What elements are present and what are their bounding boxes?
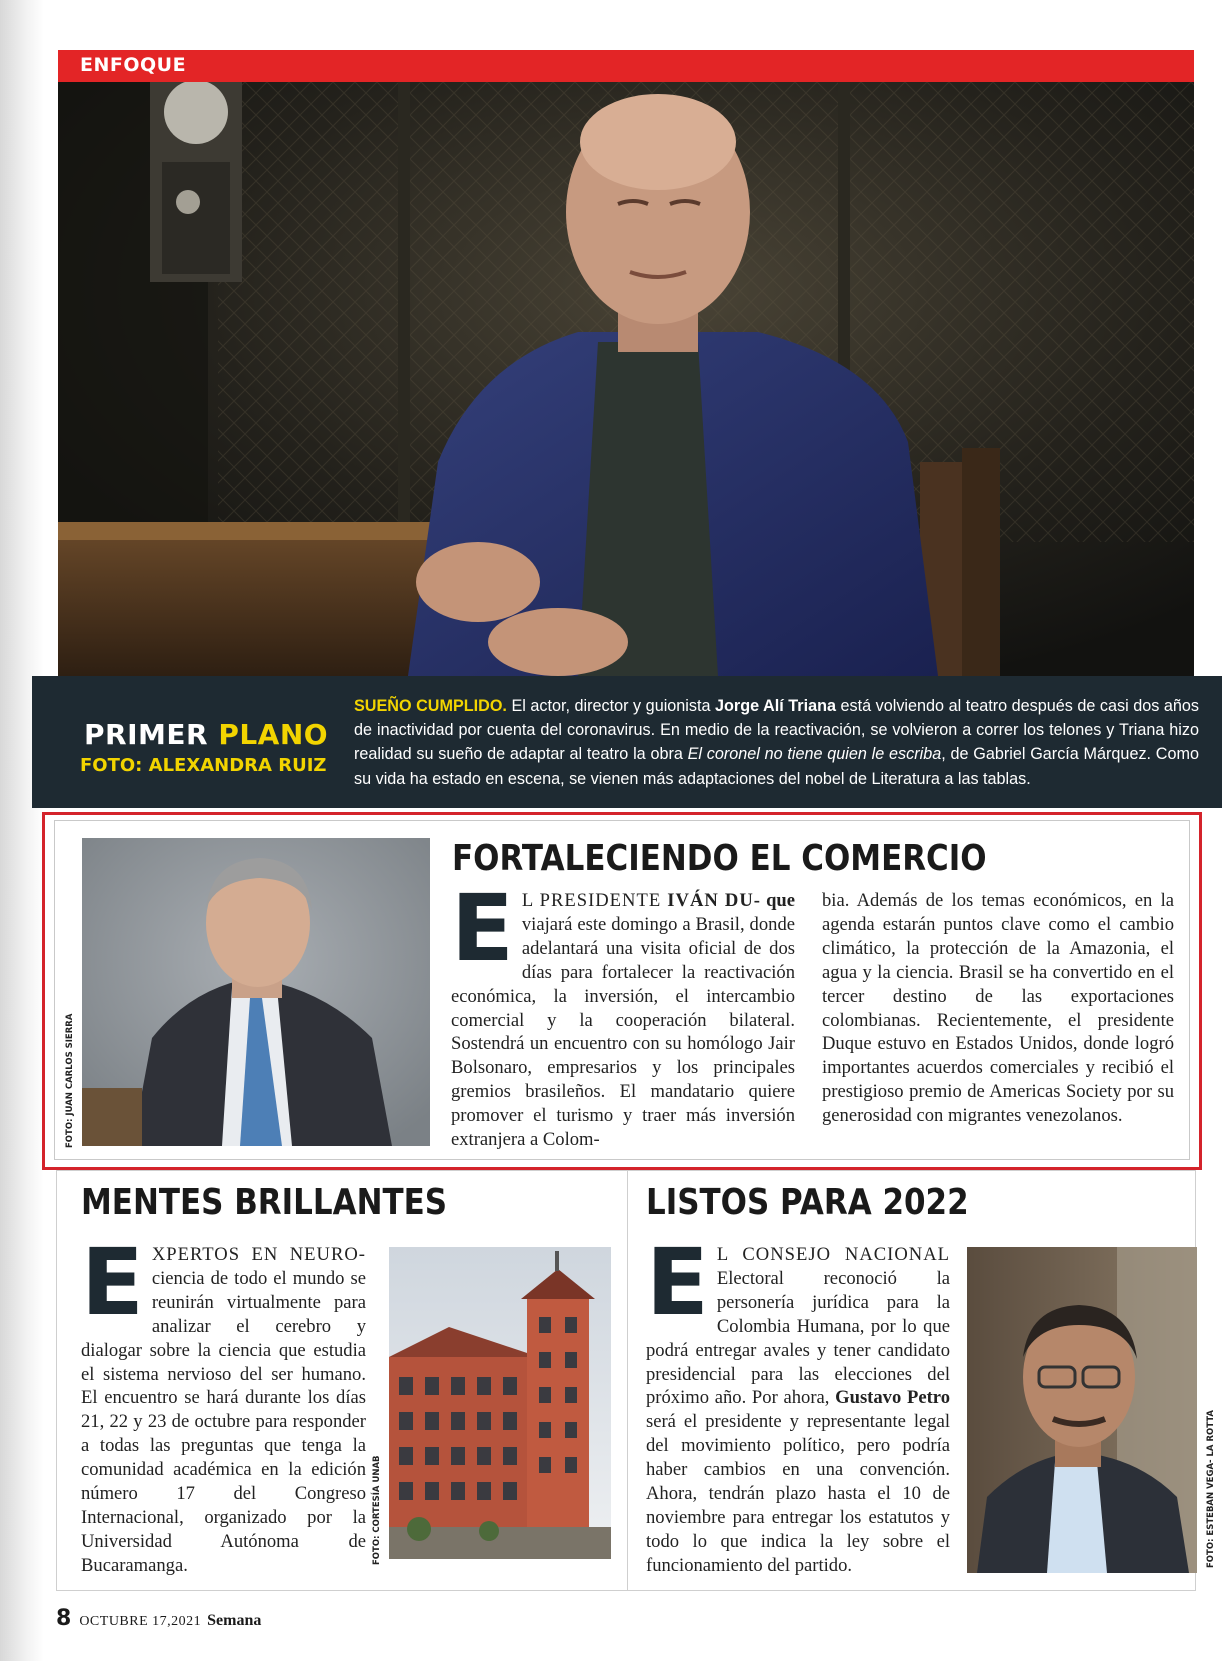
- duque-photo-credit: FOTO: JUAN CARLOS SIERRA: [65, 1013, 75, 1148]
- comercio-column-2: bia. Además de los temas económicos, en la agenda estarán puntos clave como el cambio climático, la protección de la Amazonia, el agua y la ciencia. Brasil se ha convertido en el tercer destino de las exportaciones colombianas. Recientemente, el presidente Duque estuvo en Estados Unidos, donde logró importantes acuerdos comerciales y recibió el prestigioso premio de Americas Society por su generosidad con migrantes venezolanos.: [822, 890, 1174, 1127]
- listos-text-2: será el presidente y representante legal del movimiento político, pero podría haber cambios en una convención. Ahora, tendrán plazo hasta el 10 de noviembre para entregar los estatutos y todo lo que indica la ley sobre el funcionamiento del partido.: [646, 1411, 950, 1576]
- comercio-lead-caps: L PRESIDENTE: [521, 890, 668, 911]
- petro-photo: [967, 1247, 1197, 1573]
- petro-photo-credit: FOTO: ESTEBAN VEGA- LA ROTTA: [1206, 1410, 1216, 1568]
- hero-portrait-photo: [58, 82, 1194, 676]
- listos-name: Gustavo Petro: [835, 1387, 950, 1409]
- page-number: 8: [56, 1606, 72, 1631]
- bottom-rule: [56, 1590, 1196, 1591]
- primer-plano-title-white: PRIMER: [84, 718, 209, 751]
- primer-plano-caption-text: [354, 694, 1199, 791]
- comercio-column-1: [451, 875, 796, 1152]
- caption-name: Jorge Alí Triana: [715, 697, 836, 715]
- listos-lead-caps: L CONSEJO NACIONAL: [716, 1244, 950, 1265]
- page-footer: [56, 1606, 261, 1631]
- comercio-dropcap: E: [451, 875, 514, 982]
- caption-lead: SUEÑO CUMPLIDO.: [354, 697, 507, 715]
- caption-text-3: , de Gabriel García Márquez. Como su vida ha estado en escena, se vienen más adaptaciones del nobel de Literatura a las tablas.: [354, 745, 1199, 788]
- listos-body: [646, 1229, 950, 1578]
- mentes-headline: MENTES BRILLANTES: [81, 1182, 448, 1223]
- unab-photo-credit: FOTO: CORTESÍA UNAB: [372, 1455, 382, 1565]
- duque-photo: [82, 838, 430, 1146]
- section-label: ENFOQUE: [80, 54, 187, 76]
- primer-plano-title: [84, 718, 328, 751]
- unab-building-photo: [389, 1247, 611, 1559]
- section-divider: [56, 1170, 1196, 1171]
- comercio-headline: FORTALECIENDO EL COMERCIO: [452, 838, 987, 879]
- mentes-text: ciencia de todo el mundo se reunirán virtualmente para analizar el cerebro y dialogar sobre la ciencia que estudia el sistema nervioso del ser humano. El encuentro se hará durante los días 21, 22 y 23 de octubre para responder a todas las preguntas que tenga la comunidad académica en la edición número 17 del Congreso Internacional, organizado por la Universidad Autónoma de Bucaramanga.: [81, 1267, 366, 1576]
- listos-dropcap: E: [646, 1229, 709, 1336]
- left-rule: [56, 1170, 57, 1590]
- issue-date: OCTUBRE 17,2021: [79, 1614, 202, 1629]
- section-header-bar: [58, 50, 1194, 82]
- page-fold-shadow: [0, 0, 44, 1661]
- mentes-lead-caps: XPERTOS EN NEURO-: [151, 1244, 366, 1265]
- caption-text-2: está volviendo al teatro después de casi dos años de inactividad por cuenta del coronavirus. En medio de la reactivación, se volvieron a correr los telones y Triana hizo realidad su sueño de adaptar al teatro la obra: [354, 697, 1199, 764]
- column-divider: [627, 1170, 628, 1590]
- comercio-name-2: que: [766, 890, 796, 911]
- mentes-body: [81, 1229, 366, 1578]
- listos-headline: LISTOS PARA 2022: [646, 1182, 969, 1223]
- primer-plano-title-yellow: PLANO: [218, 718, 329, 751]
- primer-plano-photo-credit: FOTO: ALEXANDRA RUIZ: [80, 755, 327, 776]
- listos-text-1: Electoral reconoció la personería jurídica para la Colombia Humana, por lo que podrá entregar avales y tener candidato presidencial para las elecciones del próximo año. Por ahora,: [646, 1267, 950, 1409]
- mentes-dropcap: E: [81, 1229, 144, 1336]
- primer-plano-caption-band: [32, 676, 1222, 808]
- magazine-name: Semana: [207, 1612, 262, 1629]
- comercio-col1-text: viajará este domingo a Brasil, donde adelantará una visita oficial de dos días para fortalecer la reactivación económica, la inversión, el intercambio comercial y la cooperación bilateral. Sostendrá un encuentro con su homólogo Jair Bolsonaro, empresarios y los principales gremios brasileños. El mandatario quiere promover el turismo y traer más inversión extranjera a Colom-: [451, 913, 795, 1151]
- caption-text-1: El actor, director y guionista: [506, 697, 716, 715]
- comercio-name-1: IVÁN DU-: [667, 890, 761, 911]
- caption-work-title: El coronel no tiene quien le escriba: [687, 745, 942, 764]
